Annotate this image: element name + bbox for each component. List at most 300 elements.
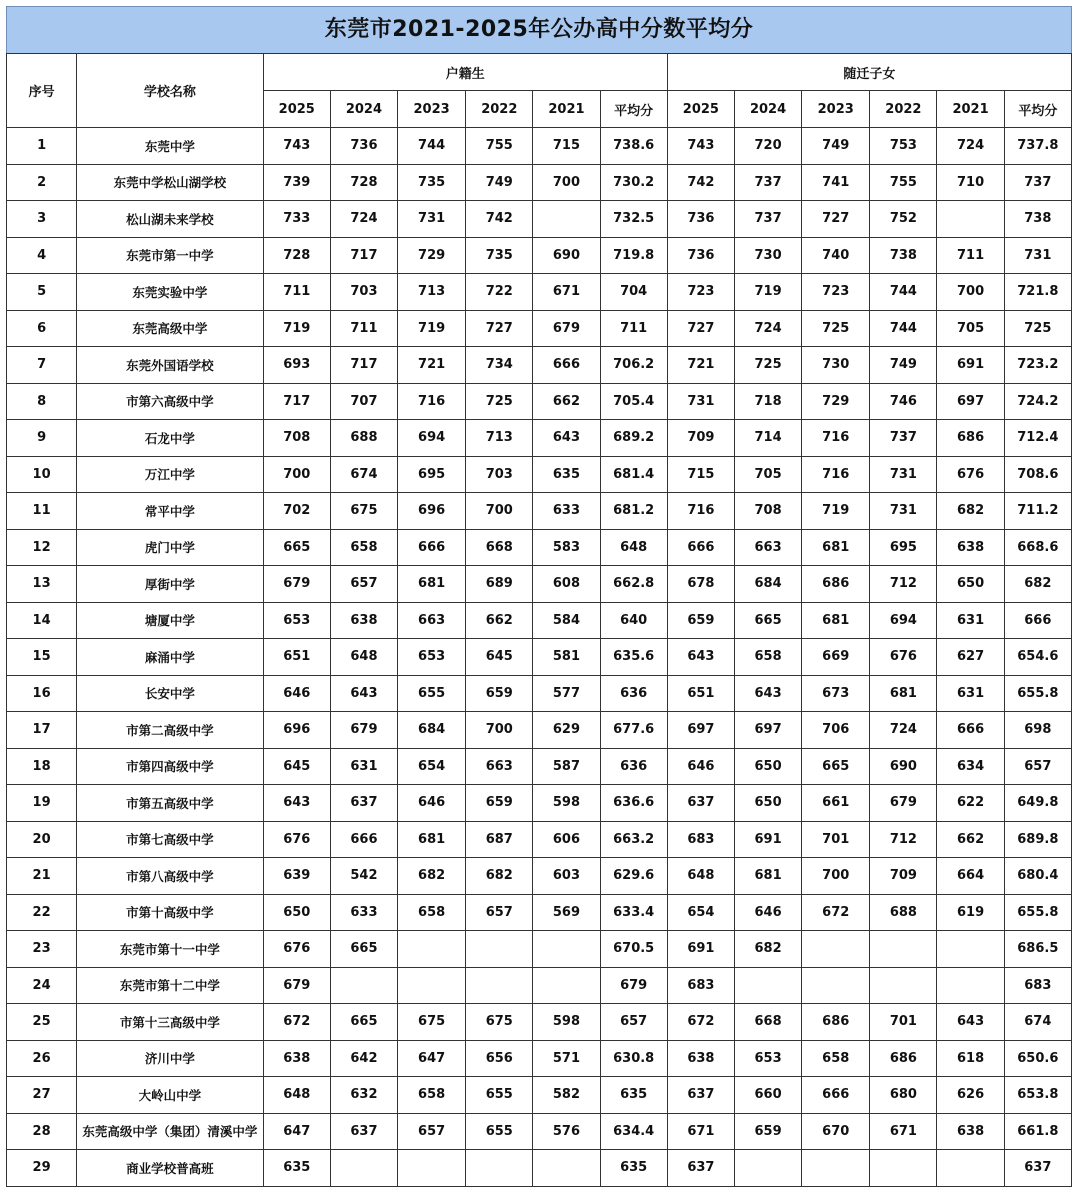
suiqian-score-cell: 634	[937, 748, 1004, 785]
huji-score-cell: 693	[263, 347, 330, 384]
suiqian-score-cell: 678	[667, 566, 734, 603]
huji-score-cell: 679	[330, 712, 397, 749]
row-index: 13	[7, 566, 77, 603]
suiqian-score-cell: 709	[667, 420, 734, 457]
suiqian-score-cell	[870, 1150, 937, 1187]
table-row	[7, 712, 1072, 749]
huji-average-cell: 636	[600, 748, 667, 785]
huji-score-cell	[466, 1150, 533, 1187]
row-index: 24	[7, 967, 77, 1004]
suiqian-score-cell: 676	[937, 456, 1004, 493]
huji-average-cell: 732.5	[600, 201, 667, 238]
huji-average-cell: 629.6	[600, 858, 667, 895]
suiqian-score-cell: 666	[937, 712, 1004, 749]
huji-score-cell: 658	[330, 529, 397, 566]
huji-average-cell: 657	[600, 1004, 667, 1041]
suiqian-score-cell: 740	[802, 237, 870, 274]
huji-score-cell: 662	[533, 383, 600, 420]
huji-score-cell: 643	[533, 420, 600, 457]
huji-score-cell: 675	[330, 493, 397, 530]
suiqian-average-cell: 654.6	[1004, 639, 1071, 676]
suiqian-score-cell: 659	[734, 1113, 801, 1150]
suiqian-average-cell: 737	[1004, 164, 1071, 201]
huji-score-cell: 687	[466, 821, 533, 858]
huji-average-cell: 706.2	[600, 347, 667, 384]
suiqian-score-cell: 686	[870, 1040, 937, 1077]
row-index: 27	[7, 1077, 77, 1114]
school-name: 市第十高级中学	[77, 894, 264, 931]
huji-score-cell: 681	[398, 821, 466, 858]
suiqian-score-cell: 671	[667, 1113, 734, 1150]
row-index: 3	[7, 201, 77, 238]
suiqian-score-cell: 665	[734, 602, 801, 639]
school-name: 济川中学	[77, 1040, 264, 1077]
suiqian-score-cell: 638	[937, 529, 1004, 566]
huji-score-cell: 728	[263, 237, 330, 274]
huji-score-cell: 681	[398, 566, 466, 603]
huji-score-cell: 679	[263, 566, 330, 603]
huji-score-cell: 675	[398, 1004, 466, 1041]
suiqian-average-cell: 653.8	[1004, 1077, 1071, 1114]
huji-score-cell: 582	[533, 1077, 600, 1114]
table-row	[7, 675, 1072, 712]
table-row	[7, 1150, 1072, 1187]
huji-score-cell: 700	[466, 493, 533, 530]
suiqian-score-cell: 658	[734, 639, 801, 676]
huji-average-cell: 705.4	[600, 383, 667, 420]
header-year: 2023	[398, 91, 466, 128]
suiqian-score-cell: 683	[667, 967, 734, 1004]
table-row	[7, 785, 1072, 822]
suiqian-score-cell: 742	[667, 164, 734, 201]
suiqian-score-cell: 710	[937, 164, 1004, 201]
suiqian-score-cell: 705	[937, 310, 1004, 347]
header-year: 2025	[667, 91, 734, 128]
suiqian-score-cell: 716	[802, 420, 870, 457]
huji-score-cell: 702	[263, 493, 330, 530]
suiqian-average-cell: 650.6	[1004, 1040, 1071, 1077]
huji-score-cell: 713	[398, 274, 466, 311]
huji-score-cell: 642	[330, 1040, 397, 1077]
huji-score-cell: 676	[263, 931, 330, 968]
huji-average-cell: 677.6	[600, 712, 667, 749]
huji-average-cell: 648	[600, 529, 667, 566]
suiqian-score-cell	[870, 931, 937, 968]
suiqian-score-cell: 723	[667, 274, 734, 311]
huji-score-cell: 682	[466, 858, 533, 895]
suiqian-score-cell: 697	[937, 383, 1004, 420]
huji-score-cell: 700	[263, 456, 330, 493]
huji-score-cell: 665	[330, 931, 397, 968]
suiqian-score-cell: 749	[870, 347, 937, 384]
school-name: 石龙中学	[77, 420, 264, 457]
suiqian-score-cell: 731	[667, 383, 734, 420]
header-year: 2024	[330, 91, 397, 128]
suiqian-score-cell: 741	[802, 164, 870, 201]
suiqian-score-cell: 715	[667, 456, 734, 493]
suiqian-average-cell: 708.6	[1004, 456, 1071, 493]
suiqian-score-cell: 708	[734, 493, 801, 530]
suiqian-score-cell: 646	[734, 894, 801, 931]
suiqian-average-cell: 637	[1004, 1150, 1071, 1187]
huji-score-cell: 755	[466, 128, 533, 165]
huji-score-cell: 646	[263, 675, 330, 712]
table-row	[7, 128, 1072, 165]
table-row	[7, 420, 1072, 457]
huji-score-cell: 663	[398, 602, 466, 639]
suiqian-score-cell: 626	[937, 1077, 1004, 1114]
suiqian-score-cell: 619	[937, 894, 1004, 931]
suiqian-score-cell: 711	[937, 237, 1004, 274]
huji-score-cell: 633	[533, 493, 600, 530]
header-group-suiqian: 随迁子女	[667, 54, 1071, 91]
table-row	[7, 967, 1072, 1004]
huji-score-cell: 711	[330, 310, 397, 347]
huji-average-cell: 704	[600, 274, 667, 311]
suiqian-average-cell: 682	[1004, 566, 1071, 603]
huji-average-cell: 635.6	[600, 639, 667, 676]
suiqian-score-cell: 697	[667, 712, 734, 749]
table-row	[7, 383, 1072, 420]
suiqian-score-cell: 670	[802, 1113, 870, 1150]
huji-score-cell: 655	[398, 675, 466, 712]
suiqian-score-cell: 688	[870, 894, 937, 931]
school-name: 市第十三高级中学	[77, 1004, 264, 1041]
suiqian-average-cell: 689.8	[1004, 821, 1071, 858]
header-average: 平均分	[1004, 91, 1071, 128]
row-index: 14	[7, 602, 77, 639]
huji-score-cell	[330, 967, 397, 1004]
huji-score-cell: 734	[466, 347, 533, 384]
suiqian-average-cell: 723.2	[1004, 347, 1071, 384]
suiqian-score-cell: 691	[667, 931, 734, 968]
school-name: 常平中学	[77, 493, 264, 530]
suiqian-score-cell: 691	[937, 347, 1004, 384]
suiqian-score-cell: 727	[802, 201, 870, 238]
suiqian-average-cell: 655.8	[1004, 675, 1071, 712]
suiqian-score-cell: 718	[734, 383, 801, 420]
suiqian-average-cell: 724.2	[1004, 383, 1071, 420]
suiqian-score-cell	[734, 1150, 801, 1187]
school-name: 商业学校普高班	[77, 1150, 264, 1187]
huji-score-cell: 647	[263, 1113, 330, 1150]
huji-score-cell: 665	[263, 529, 330, 566]
table-row	[7, 931, 1072, 968]
huji-score-cell: 749	[466, 164, 533, 201]
huji-score-cell: 571	[533, 1040, 600, 1077]
table-row	[7, 529, 1072, 566]
row-index: 21	[7, 858, 77, 895]
huji-score-cell: 606	[533, 821, 600, 858]
school-name: 东莞中学	[77, 128, 264, 165]
suiqian-score-cell: 730	[802, 347, 870, 384]
huji-average-cell: 635	[600, 1077, 667, 1114]
suiqian-average-cell: 674	[1004, 1004, 1071, 1041]
table-row	[7, 1004, 1072, 1041]
suiqian-score-cell: 637	[667, 1150, 734, 1187]
huji-score-cell: 658	[398, 1077, 466, 1114]
huji-average-cell: 635	[600, 1150, 667, 1187]
huji-score-cell: 650	[263, 894, 330, 931]
huji-score-cell: 676	[263, 821, 330, 858]
suiqian-score-cell: 650	[937, 566, 1004, 603]
suiqian-score-cell: 730	[734, 237, 801, 274]
suiqian-score-cell: 682	[734, 931, 801, 968]
suiqian-score-cell: 686	[802, 566, 870, 603]
suiqian-score-cell: 738	[870, 237, 937, 274]
school-name: 市第七高级中学	[77, 821, 264, 858]
suiqian-score-cell: 683	[667, 821, 734, 858]
huji-score-cell: 569	[533, 894, 600, 931]
huji-score-cell: 598	[533, 1004, 600, 1041]
huji-average-cell: 689.2	[600, 420, 667, 457]
row-index: 25	[7, 1004, 77, 1041]
huji-score-cell: 739	[263, 164, 330, 201]
row-index: 2	[7, 164, 77, 201]
suiqian-score-cell: 660	[734, 1077, 801, 1114]
huji-score-cell: 584	[533, 602, 600, 639]
suiqian-score-cell: 709	[870, 858, 937, 895]
school-name: 厚街中学	[77, 566, 264, 603]
huji-score-cell: 648	[263, 1077, 330, 1114]
huji-average-cell: 663.2	[600, 821, 667, 858]
suiqian-score-cell: 672	[667, 1004, 734, 1041]
huji-score-cell: 581	[533, 639, 600, 676]
suiqian-score-cell	[802, 1150, 870, 1187]
suiqian-score-cell: 701	[870, 1004, 937, 1041]
suiqian-score-cell: 700	[802, 858, 870, 895]
suiqian-score-cell: 712	[870, 821, 937, 858]
suiqian-score-cell: 663	[734, 529, 801, 566]
suiqian-score-cell: 705	[734, 456, 801, 493]
suiqian-score-cell: 723	[802, 274, 870, 311]
table-row	[7, 821, 1072, 858]
table-row	[7, 566, 1072, 603]
huji-score-cell: 542	[330, 858, 397, 895]
huji-score-cell: 663	[466, 748, 533, 785]
huji-score-cell: 639	[263, 858, 330, 895]
huji-score-cell: 587	[533, 748, 600, 785]
header-year: 2023	[802, 91, 870, 128]
suiqian-average-cell: 680.4	[1004, 858, 1071, 895]
school-name: 东莞高级中学	[77, 310, 264, 347]
suiqian-score-cell: 662	[937, 821, 1004, 858]
suiqian-score-cell: 622	[937, 785, 1004, 822]
huji-score-cell: 638	[330, 602, 397, 639]
huji-score-cell: 608	[533, 566, 600, 603]
school-name: 东莞市第一中学	[77, 237, 264, 274]
suiqian-score-cell	[734, 967, 801, 1004]
table-row	[7, 201, 1072, 238]
suiqian-score-cell: 646	[667, 748, 734, 785]
suiqian-score-cell	[937, 1150, 1004, 1187]
school-name: 麻涌中学	[77, 639, 264, 676]
huji-score-cell	[533, 201, 600, 238]
suiqian-score-cell: 666	[667, 529, 734, 566]
suiqian-score-cell: 654	[667, 894, 734, 931]
huji-score-cell: 721	[398, 347, 466, 384]
suiqian-score-cell	[937, 931, 1004, 968]
huji-score-cell: 632	[330, 1077, 397, 1114]
huji-average-cell: 719.8	[600, 237, 667, 274]
huji-average-cell: 636.6	[600, 785, 667, 822]
huji-score-cell: 722	[466, 274, 533, 311]
table-row	[7, 493, 1072, 530]
huji-score-cell: 645	[263, 748, 330, 785]
header-year: 2022	[870, 91, 937, 128]
suiqian-score-cell: 650	[734, 748, 801, 785]
huji-score-cell: 637	[330, 1113, 397, 1150]
suiqian-score-cell: 725	[802, 310, 870, 347]
row-index: 8	[7, 383, 77, 420]
suiqian-score-cell: 686	[802, 1004, 870, 1041]
suiqian-score-cell: 627	[937, 639, 1004, 676]
huji-score-cell: 658	[398, 894, 466, 931]
huji-score-cell: 695	[398, 456, 466, 493]
huji-score-cell: 724	[330, 201, 397, 238]
suiqian-average-cell: 737.8	[1004, 128, 1071, 165]
table-row	[7, 858, 1072, 895]
huji-average-cell: 738.6	[600, 128, 667, 165]
huji-score-cell: 735	[398, 164, 466, 201]
suiqian-score-cell: 673	[802, 675, 870, 712]
header-year: 2021	[533, 91, 600, 128]
huji-average-cell: 633.4	[600, 894, 667, 931]
school-name: 虎门中学	[77, 529, 264, 566]
huji-score-cell	[533, 1150, 600, 1187]
suiqian-score-cell: 729	[802, 383, 870, 420]
suiqian-score-cell: 666	[802, 1077, 870, 1114]
header-year: 2024	[734, 91, 801, 128]
suiqian-score-cell: 731	[870, 493, 937, 530]
header-year: 2025	[263, 91, 330, 128]
huji-average-cell: 630.8	[600, 1040, 667, 1077]
school-name: 市第四高级中学	[77, 748, 264, 785]
huji-score-cell: 629	[533, 712, 600, 749]
score-table	[6, 53, 1072, 1187]
school-name: 松山湖未来学校	[77, 201, 264, 238]
huji-score-cell: 638	[263, 1040, 330, 1077]
row-index: 19	[7, 785, 77, 822]
huji-score-cell: 727	[466, 310, 533, 347]
table-row	[7, 894, 1072, 931]
suiqian-score-cell: 643	[937, 1004, 1004, 1041]
huji-score-cell: 583	[533, 529, 600, 566]
huji-score-cell: 715	[533, 128, 600, 165]
header-index: 序号	[7, 54, 77, 128]
row-index: 4	[7, 237, 77, 274]
huji-score-cell: 733	[263, 201, 330, 238]
row-index: 1	[7, 128, 77, 165]
huji-score-cell: 713	[466, 420, 533, 457]
row-index: 29	[7, 1150, 77, 1187]
huji-score-cell: 598	[533, 785, 600, 822]
school-name: 大岭山中学	[77, 1077, 264, 1114]
huji-average-cell: 681.4	[600, 456, 667, 493]
row-index: 26	[7, 1040, 77, 1077]
huji-score-cell: 728	[330, 164, 397, 201]
huji-score-cell: 742	[466, 201, 533, 238]
huji-score-cell: 666	[533, 347, 600, 384]
suiqian-average-cell: 683	[1004, 967, 1071, 1004]
huji-score-cell: 643	[330, 675, 397, 712]
huji-score-cell	[533, 967, 600, 1004]
huji-score-cell: 744	[398, 128, 466, 165]
suiqian-score-cell: 737	[734, 201, 801, 238]
suiqian-score-cell: 650	[734, 785, 801, 822]
table-row	[7, 1077, 1072, 1114]
huji-score-cell: 719	[398, 310, 466, 347]
huji-score-cell: 653	[398, 639, 466, 676]
huji-average-cell: 670.5	[600, 931, 667, 968]
huji-score-cell: 643	[263, 785, 330, 822]
huji-score-cell: 672	[263, 1004, 330, 1041]
huji-score-cell: 682	[398, 858, 466, 895]
table-row	[7, 274, 1072, 311]
table-row	[7, 456, 1072, 493]
row-index: 20	[7, 821, 77, 858]
suiqian-score-cell: 665	[802, 748, 870, 785]
row-index: 7	[7, 347, 77, 384]
row-index: 11	[7, 493, 77, 530]
header-year: 2021	[937, 91, 1004, 128]
huji-score-cell: 690	[533, 237, 600, 274]
huji-score-cell: 662	[466, 602, 533, 639]
school-name: 市第八高级中学	[77, 858, 264, 895]
suiqian-score-cell: 700	[937, 274, 1004, 311]
table-row	[7, 639, 1072, 676]
suiqian-score-cell: 724	[870, 712, 937, 749]
school-name: 东莞市第十一中学	[77, 931, 264, 968]
row-index: 12	[7, 529, 77, 566]
huji-score-cell: 651	[263, 639, 330, 676]
suiqian-score-cell: 653	[734, 1040, 801, 1077]
row-index: 9	[7, 420, 77, 457]
suiqian-score-cell	[937, 967, 1004, 1004]
huji-average-cell: 730.2	[600, 164, 667, 201]
header-group-huji: 户籍生	[263, 54, 667, 91]
huji-score-cell: 679	[263, 967, 330, 1004]
huji-score-cell: 684	[398, 712, 466, 749]
huji-score-cell: 735	[466, 237, 533, 274]
table-row	[7, 1040, 1072, 1077]
huji-score-cell: 717	[330, 237, 397, 274]
suiqian-score-cell: 637	[667, 785, 734, 822]
school-name: 万江中学	[77, 456, 264, 493]
suiqian-score-cell: 719	[802, 493, 870, 530]
huji-score-cell: 657	[398, 1113, 466, 1150]
huji-score-cell: 647	[398, 1040, 466, 1077]
suiqian-score-cell: 755	[870, 164, 937, 201]
school-name: 东莞中学松山湖学校	[77, 164, 264, 201]
suiqian-score-cell: 743	[667, 128, 734, 165]
huji-score-cell: 731	[398, 201, 466, 238]
huji-score-cell	[466, 931, 533, 968]
table-row	[7, 1113, 1072, 1150]
school-name: 长安中学	[77, 675, 264, 712]
huji-score-cell: 665	[330, 1004, 397, 1041]
school-name: 东莞外国语学校	[77, 347, 264, 384]
huji-average-cell: 636	[600, 675, 667, 712]
suiqian-score-cell: 681	[802, 602, 870, 639]
huji-score-cell: 729	[398, 237, 466, 274]
suiqian-score-cell: 658	[802, 1040, 870, 1077]
huji-score-cell: 657	[466, 894, 533, 931]
suiqian-score-cell: 714	[734, 420, 801, 457]
huji-score-cell: 674	[330, 456, 397, 493]
suiqian-score-cell: 686	[937, 420, 1004, 457]
suiqian-score-cell: 637	[667, 1077, 734, 1114]
